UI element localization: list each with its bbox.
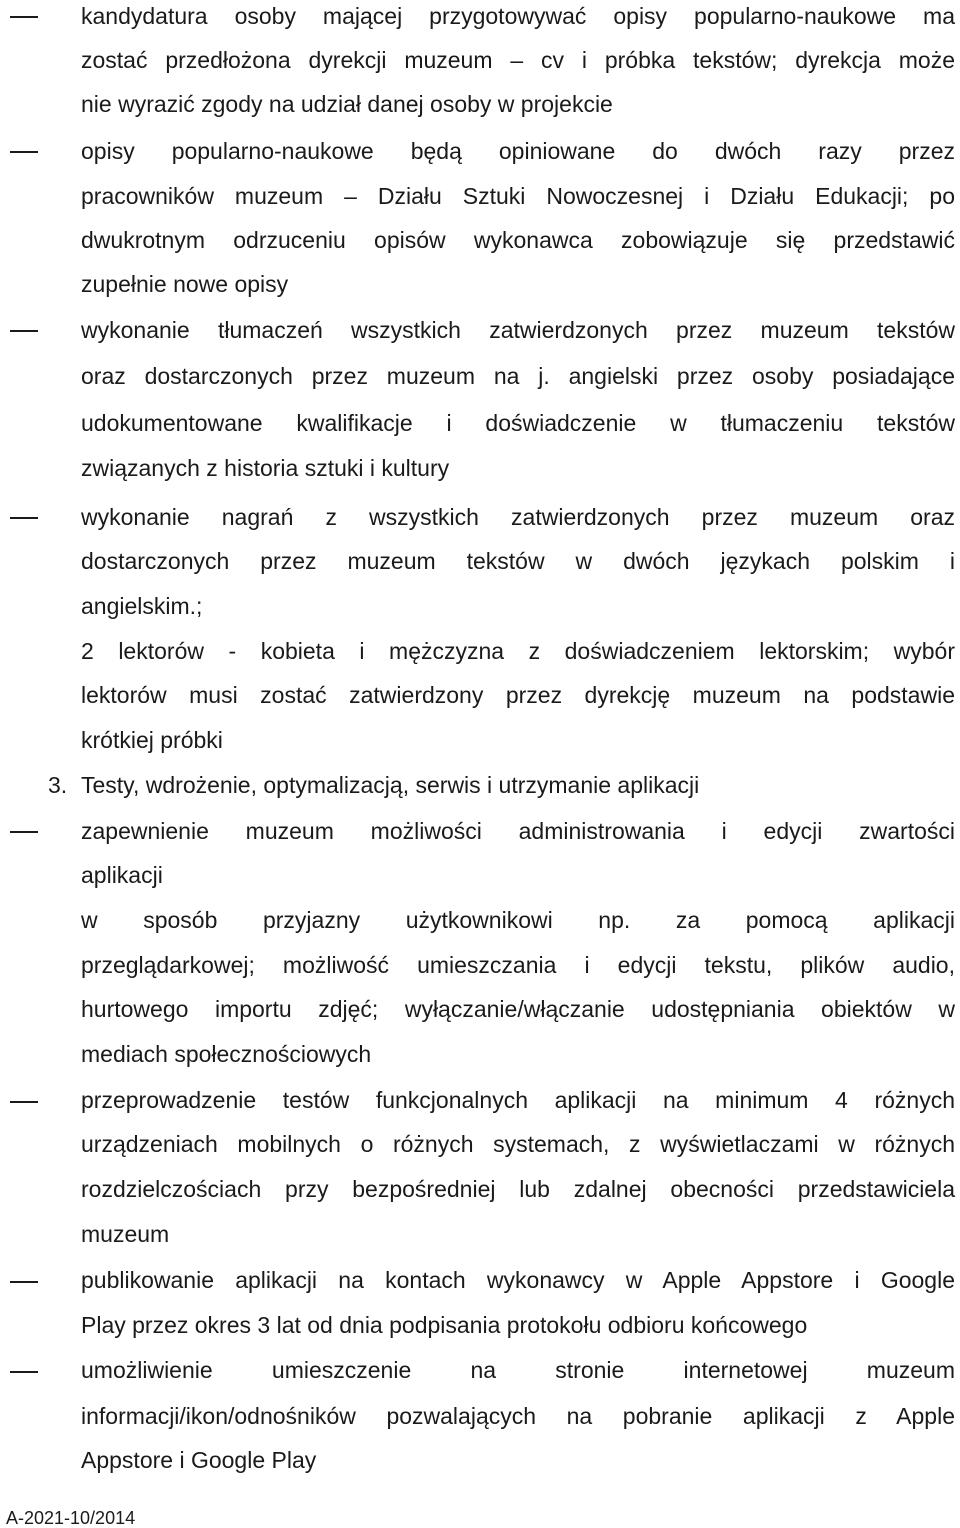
section-title: Testy, wdrożenie, optymalizacją, serwis i utrzymanie aplikacji <box>81 772 700 798</box>
text-line: pracowników muzeum – Działu Sztuki Nowoczesnej i Działu Edukacji; po <box>81 183 955 209</box>
text-line: publikowanie aplikacji na kontach wykonawcy w Apple Appstore i Google <box>81 1267 955 1293</box>
text-line: wykonanie tłumaczeń wszystkich zatwierdzonych przez muzeum tekstów <box>81 317 955 343</box>
text-line: 2 lektorów - kobieta i mężczyzna z doświadczeniem lektorskim; wybór <box>81 638 955 664</box>
text-line: opisy popularno-naukowe będą opiniowane do dwóch razy przez <box>81 138 955 164</box>
text-line: krótkiej próbki <box>81 727 223 753</box>
text-line: muzeum <box>81 1221 170 1247</box>
text-line: zostać przedłożona dyrekcji muzeum – cv i próbka tekstów; dyrekcja może <box>81 47 955 73</box>
text-line: zapewnienie muzeum możliwości administrowania i edycji zwartości <box>81 818 955 844</box>
text-line: aplikacji <box>81 862 163 888</box>
bullet-dash-icon <box>10 330 38 332</box>
text-line: hurtowego importu zdjęć; wyłączanie/włączanie udostępniania obiektów w <box>81 996 955 1022</box>
text-line: rozdzielczościach przy bezpośredniej lub zdalnej obecności przedstawiciela <box>81 1176 955 1202</box>
bullet-dash-icon <box>10 1371 38 1373</box>
text-line: wykonanie nagrań z wszystkich zatwierdzonych przez muzeum oraz <box>81 504 955 530</box>
text-line: informacji/ikon/odnośników pozwalających na pobranie aplikacji z Apple <box>81 1403 955 1429</box>
text-line: Play przez okres 3 lat od dnia podpisania protokołu odbioru końcowego <box>81 1312 808 1338</box>
section-number: 3. <box>48 772 68 798</box>
text-line: w sposób przyjazny użytkownikowi np. za pomocą aplikacji <box>81 907 955 933</box>
text-line: Appstore i Google Play <box>81 1447 317 1473</box>
text-line: angielskim.; <box>81 593 203 619</box>
text-line: umożliwienie umieszczenie na stronie internetowej muzeum <box>81 1357 955 1383</box>
text-line: zupełnie nowe opisy <box>81 271 289 297</box>
text-line: kandydatura osoby mającej przygotowywać opisy popularno-naukowe ma <box>81 3 955 29</box>
text-line: przeglądarkowej; możliwość umieszczania i edycji tekstu, plików audio, <box>81 952 955 978</box>
text-line: dwukrotnym odrzuceniu opisów wykonawca zobowiązuje się przedstawić <box>81 227 955 253</box>
bullet-dash-icon <box>10 16 38 18</box>
bullet-dash-icon <box>10 831 38 833</box>
text-line: oraz dostarczonych przez muzeum na j. angielski przez osoby posiadające <box>81 363 955 389</box>
text-line: lektorów musi zostać zatwierdzony przez dyrekcję muzeum na podstawie <box>81 682 955 708</box>
bullet-dash-icon <box>10 151 38 153</box>
document-id: A-2021-10/2014 <box>6 1508 136 1528</box>
bullet-dash-icon <box>10 1281 38 1283</box>
text-line: urządzeniach mobilnych o różnych systemach, z wyświetlaczami w różnych <box>81 1131 955 1157</box>
text-line: dostarczonych przez muzeum tekstów w dwóch językach polskim i <box>81 548 955 574</box>
text-line: mediach społecznościowych <box>81 1041 372 1067</box>
text-line: związanych z historia sztuki i kultury <box>81 455 450 481</box>
text-line: nie wyrazić zgody na udział danej osoby w projekcie <box>81 91 613 117</box>
text-line: udokumentowane kwalifikacje i doświadczenie w tłumaczeniu tekstów <box>81 410 955 436</box>
bullet-dash-icon <box>10 517 38 519</box>
text-line: przeprowadzenie testów funkcjonalnych aplikacji na minimum 4 różnych <box>81 1087 955 1113</box>
bullet-dash-icon <box>10 1101 38 1103</box>
